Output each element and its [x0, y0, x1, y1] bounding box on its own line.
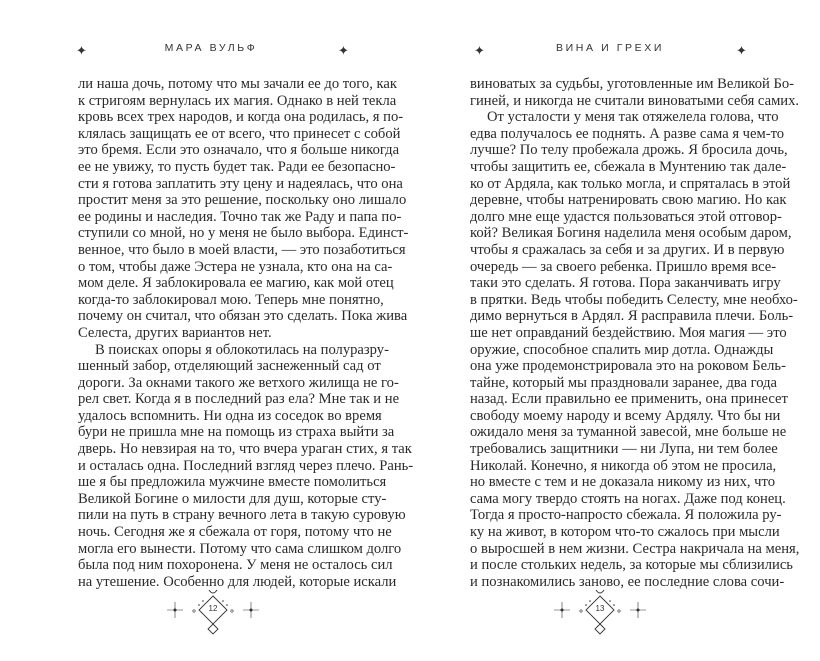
- text-line: кровь всех трех народов, и когда она родилась, я по-: [78, 109, 404, 126]
- text-line: свободу моему народу и всему Ардялу. Что бы ни: [470, 407, 781, 424]
- text-line: но вместе с тем и не доказала никому из них, что: [470, 474, 775, 491]
- page-number-ornament: [153, 588, 273, 638]
- text-line: назад. Если правильно ее применить, она принесет: [470, 391, 788, 408]
- star-ornament-icon: ✦: [474, 44, 485, 59]
- text-line: долго мне еще удастся пользоваться этой отговор-: [470, 208, 782, 225]
- text-line: Тогда я просто-напросто сбежала. Я положила ру-: [470, 507, 782, 524]
- text-line: дороги. За окнами такого же ветхого жилища не го-: [78, 374, 399, 391]
- text-line: и осталась одна. Последний взгляд через плечо. Рань-: [78, 457, 414, 474]
- text-line: бури не пришла мне на помощь из страха выйти за: [78, 424, 395, 441]
- running-header-title: ВИНА И ГРЕХИ: [556, 42, 664, 54]
- text-line: пили на путь в страну вечного лета в такую суровую: [78, 507, 406, 524]
- text-line: венное, что было в моей власти, — это позаботиться: [78, 241, 406, 258]
- text-line: сти я готова заплатить эту цену и надеялась, что она: [78, 175, 403, 192]
- right-page: [410, 0, 820, 661]
- text-line: простит меня за это решение, поскольку оно лишало: [78, 192, 407, 209]
- text-line: деревне, чтобы натренировать свою магию. Но как: [470, 192, 787, 209]
- star-ornament-icon: ✦: [76, 44, 87, 59]
- text-line: к стригоям вернулась их магия. Однако в ней текла: [78, 92, 397, 109]
- diamond-ornament-icon: [540, 588, 660, 638]
- text-line: едва получалось ее поднять. А разве сама я чем-то: [470, 125, 785, 142]
- text-line: в прятки. Ведь чтобы победить Селесту, мне необхо-: [470, 291, 798, 308]
- page-number: 13: [595, 604, 605, 613]
- text-line: и после стольких недель, за которые мы сблизились: [470, 557, 793, 574]
- text-line: виноватых за судьбы, уготовленные им Великой Бо-: [470, 76, 795, 92]
- text-line: о выросшей в нем жизни. Сестра накричала на меня,: [470, 540, 800, 557]
- text-line: ку на живот, в котором что-то сжалось при мысли: [470, 524, 780, 541]
- text-line: Селеста, других вариантов нет.: [78, 324, 272, 341]
- text-line: В поисках опоры я облокотилась на полуразру-: [95, 341, 389, 358]
- text-line: клялась защищать ее от всего, что принесет с собой: [78, 125, 401, 142]
- text-line: удалось вспомнить. Ни одна из соседок во время: [78, 407, 382, 424]
- star-ornament-icon: ✦: [338, 44, 349, 59]
- text-line: кой? Великая Богиня наделила меня особым даром,: [470, 225, 792, 242]
- text-line: мом деле. Я заблокировала ее магию, как мой отец: [78, 275, 394, 292]
- text-line: ее родины и наследия. Точно так же Раду и папа по-: [78, 208, 402, 225]
- text-line: очередь — за своего ребенка. Пришло время все-: [470, 258, 777, 275]
- text-line: Великой Богине о милости для душ, которые сту-: [78, 490, 387, 507]
- text-line: ступили со мной, но у меня не было выбора. Единст-: [78, 225, 409, 242]
- text-line: могла его вынести. Потому что сама слишком долго: [78, 540, 402, 557]
- diamond-ornament-icon: [153, 588, 273, 638]
- text-line: ее не увижу, то пусть будет так. Ради ее безопасно-: [78, 158, 396, 175]
- text-line: требовались защитники — ни Лупа, ни тем более: [470, 441, 778, 458]
- text-line: на утешение. Особенно для людей, которые искали: [78, 573, 397, 590]
- text-line: ожидало меня за туманной завесой, мне больше не: [470, 424, 787, 441]
- text-line: ше я бы предложила мужчине вместе помолиться: [78, 474, 387, 491]
- text-line: лучше? По телу пробежала дрожь. Я бросила дочь,: [470, 142, 788, 159]
- text-line: ше нет оправданий бездействию. Моя магия — это: [470, 324, 787, 341]
- text-line: о том, чтобы даже Эстера не узнала, кто она на са-: [78, 258, 393, 275]
- text-line: и познакомились заново, ее последние слова сочи-: [470, 573, 785, 590]
- text-line: тайне, который мы праздновали заранее, два года: [470, 374, 778, 391]
- text-line: когда-то заблокировал мою. Теперь мне понятно,: [78, 291, 384, 308]
- text-line: это бремя. Если это означало, что я больше никогда: [78, 142, 400, 159]
- text-line: Николай. Конечно, я никогда об этом не просила,: [470, 457, 777, 474]
- text-line: ко от Ардяла, как только могла, и спряталась в этой: [470, 175, 791, 192]
- text-line: была под ним похоронена. У меня не осталось сил: [78, 557, 393, 574]
- text-line: дверь. Но невзирая на то, что вчера ураган стих, я так: [78, 441, 412, 458]
- text-line: рел свет. Когда я в последний раз ела? Мне так и не: [78, 391, 400, 408]
- body-text: [78, 76, 414, 590]
- text-line: димо вернуться в Ардял. Я расправила плечи. Боль-: [470, 308, 794, 325]
- page-number: 12: [208, 604, 218, 613]
- text-line: оружие, способное спалить мир дотла. Однажды: [470, 341, 774, 358]
- text-line: таки это сделать. Я готова. Пора заканчивать игру: [470, 275, 781, 292]
- text-line: шенный забор, отделяющий заснеженный сад от: [78, 358, 381, 375]
- text-line: ночь. Сегодня же я сбежала от горя, потому что не: [78, 524, 392, 541]
- text-line: ли наша дочь, потому что мы зачали ее до того, как: [78, 76, 397, 92]
- running-header-author: МАРА ВУЛЬФ: [164, 42, 258, 54]
- text-line: От усталости у меня так отяжелела голова, что: [487, 109, 779, 126]
- page-number-ornament: [540, 588, 660, 638]
- text-line: почему он считал, что обязан это сделать. Пока жива: [78, 308, 408, 325]
- text-line: гиней, и никогда не считали виноватыми себя самих.: [470, 92, 800, 109]
- text-line: чтобы я сражалась за себя и за других. И в первую: [470, 241, 785, 258]
- body-text: [470, 76, 800, 590]
- star-ornament-icon: ✦: [736, 44, 747, 59]
- text-line: она уже продемонстрировала это на роковом Бель-: [470, 358, 786, 375]
- text-line: сама могу твердо стоять на ногах. Даже под конец.: [470, 490, 786, 507]
- text-line: чтобы защитить ее, сбежала в Мунтению так дале-: [470, 158, 787, 175]
